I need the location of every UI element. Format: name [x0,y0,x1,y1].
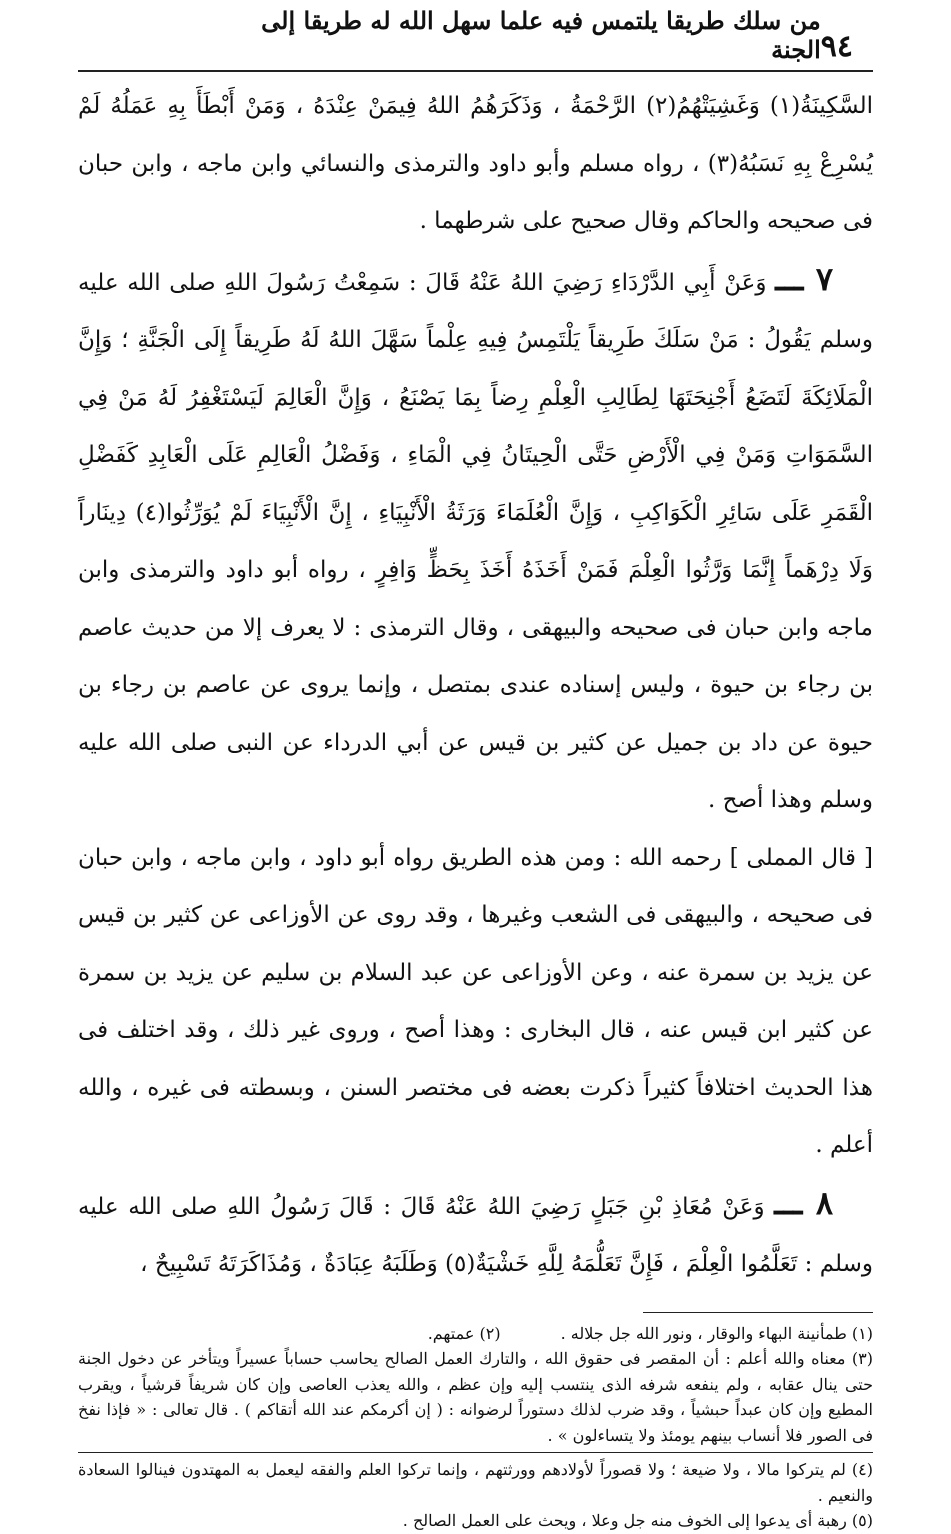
footnotes [78,1312,873,1534]
footnote-3: (٣) معناه والله أعلم : أن المقصر فى حقوق الله ، والتارك العمل الصالح يحاسب حساباً عسيراً ويتأخر عن دخول الجنة حتى ينال عقابه ، ولم ينفعه شرفه الذى ينتسب إليه وإن عظم ، والله يعذب العاصى وإن كان شريفاً قرشياً ، ويقرب المطيع وإن كان عبداً حبشياً ، وقد ضرب لذلك دستوراً لرضوانه : ( إن أكرمكم عند الله أتقاكم ) . قال تعالى : « فإذا نفخ فى الصور فلا أنساب بينهم يومئذ ولا يتساءلون » . [78,1349,874,1445]
header-rule [78,70,873,72]
footnote-2: (٢) عمتهم. [427,1323,501,1343]
paragraph-hadith-6-end [78,78,873,251]
footnote-4: (٤) لم يتركوا مالا ، ولا ضيعة ؛ ولا قصوراً لأولادهم وورثتهم ، وإنما تركوا العلم والفقه ليعمل به المهتدون فينالوا السعادة والنعيم . [78,1460,873,1505]
footnote-separator [78,1452,873,1453]
paragraph-text: وَعَنْ أَبِي الدَّرْدَاءِ رَضِيَ اللهُ عَنْهُ قَالَ : سَمِعْتُ رَسُولَ اللهِ صلى الله عليه وسلم يَقُولُ : مَنْ سَلَكَ طَرِيقاً يَلْتَمِسُ فِيهِ عِلْماً سَهَّلَ اللهُ لَهُ طَرِيقاً إِلَى الْجَنَّةِ ؛ وَإِنَّ الْمَلَائِكَةَ لَتَضَعُ أَجْنِحَتَهَا لِطَالِبِ الْعِلْمِ رِضاً بِمَا يَصْنَعُ ، وَإِنَّ الْعَالِمَ لَيَسْتَغْفِرُ لَهُ مَنْ فِي السَّمَوَاتِ وَمَنْ فِي الْأَرْضِ حَتَّى الْحِيتَانُ فِي الْمَاءِ ، وَفَضْلُ الْعَالِمِ عَلَى الْعَابِدِ كَفَضْلِ الْقَمَرِ عَلَى سَائِرِ الْكَوَاكِبِ ، وَإِنَّ الْعُلَمَاءَ وَرَثَةُ الْأَنْبِيَاءِ ، إِنَّ الْأَنْبِيَاءَ لَمْ يُوَرِّثُوا(٤) دِينَاراً وَلَا دِرْهَماً إِنَّمَا وَرَّثُوا الْعِلْمَ فَمَنْ أَخَذَهُ أَخَذَ بِحَظٍّ وَافِرٍ ، رواه أبو داود والترمذى وابن ماجه وابن حبان فى صحيحه والبيهقى ، وقال الترمذى : لا يعرف إلا من حديث عاصم بن رجاء بن حيوة ، وليس إسناده عندى بمتصل ، وإنما يروى عن عاصم بن رجاء بن حيوة عن داد بن جميل عن كثير بن قيس عن أبي الدرداء عن النبى صلى الله عليه وسلم وهذا أصح . [78,269,873,813]
footnote-1: (١) طمأنينة البهاء والوقار ، ونور الله جل جلاله . [560,1323,873,1343]
footnote-row [78,1321,873,1347]
main-text [78,78,873,1294]
page-number: ٩٤ [820,29,853,64]
commentator-label: [ قال المملى ] [729,844,874,871]
paragraph-commentary [78,830,873,1175]
footnote-rule [643,1312,873,1313]
paragraph-text: وَعَنْ مُعَاذِ بْنِ جَبَلٍ رَضِيَ اللهُ عَنْهُ قَالَ : قَالَ رَسُولُ اللهِ صلى الله عليه وسلم : تَعَلَّمُوا الْعِلْمَ ، فَإِنَّ تَعَلُّمَهُ لِلَّهِ خَشْيَةٌ(٥) وَطَلَبَهُ عِبَادَةٌ ، وَمُذَاكَرَتَهُ تَسْبِيحٌ ، [78,1193,873,1277]
footnote-5: (٥) رهبة أى يدعوا إلى الخوف منه جل وعلا ، ويحث على العمل الصالح . [402,1511,873,1530]
paragraph-hadith-8 [78,1175,873,1294]
paragraph-hadith-7 [78,251,873,830]
paragraph-text: السَّكِينَةُ(١) وَغَشِيَتْهُمُ(٢) الرَّحْمَةُ ، وَذَكَرَهُمُ اللهُ فِيمَنْ عِنْدَهُ ، وَمَنْ أَبْطَأَ بِهِ عَمَلُهُ لَمْ يُسْرِعْ بِهِ نَسَبُهُ(٣) ، رواه مسلم وأبو داود والترمذى والنسائي وابن ماجه ، وابن حبان فى صحيحه والحاكم وقال صحيح على شرطهما . [78,93,873,234]
running-title: من سلك طريقا يلتمس فيه علما سهل الله له طريقا إلى الجنة [261,6,821,64]
paragraph-text: رحمه الله : ومن هذه الطريق رواه أبو داود ، وابن ماجه ، وابن حبان فى صحيحه ، والبيهقى فى الشعب وغيرها ، وقد روى عن الأوزاعى عن كثير بن قيس عن يزيد بن سمرة عنه ، وعن الأوزاعى عن عبد السلام بن سليم عن يزيد بن سمرة عن كثير ابن قيس عنه ، قال البخارى : وهذا أصح ، وروى غير ذلك ، وقد اختلف فى هذا الحديث اختلافاً كثيراً ذكرت بعضه فى مختصر السنن ، وبسطته فى غيره ، والله أعلم . [78,844,873,1158]
page-header [78,6,873,70]
hadith-number: ٧ ـــ [775,259,834,298]
hadith-number: ٨ ـــ [774,1183,833,1222]
